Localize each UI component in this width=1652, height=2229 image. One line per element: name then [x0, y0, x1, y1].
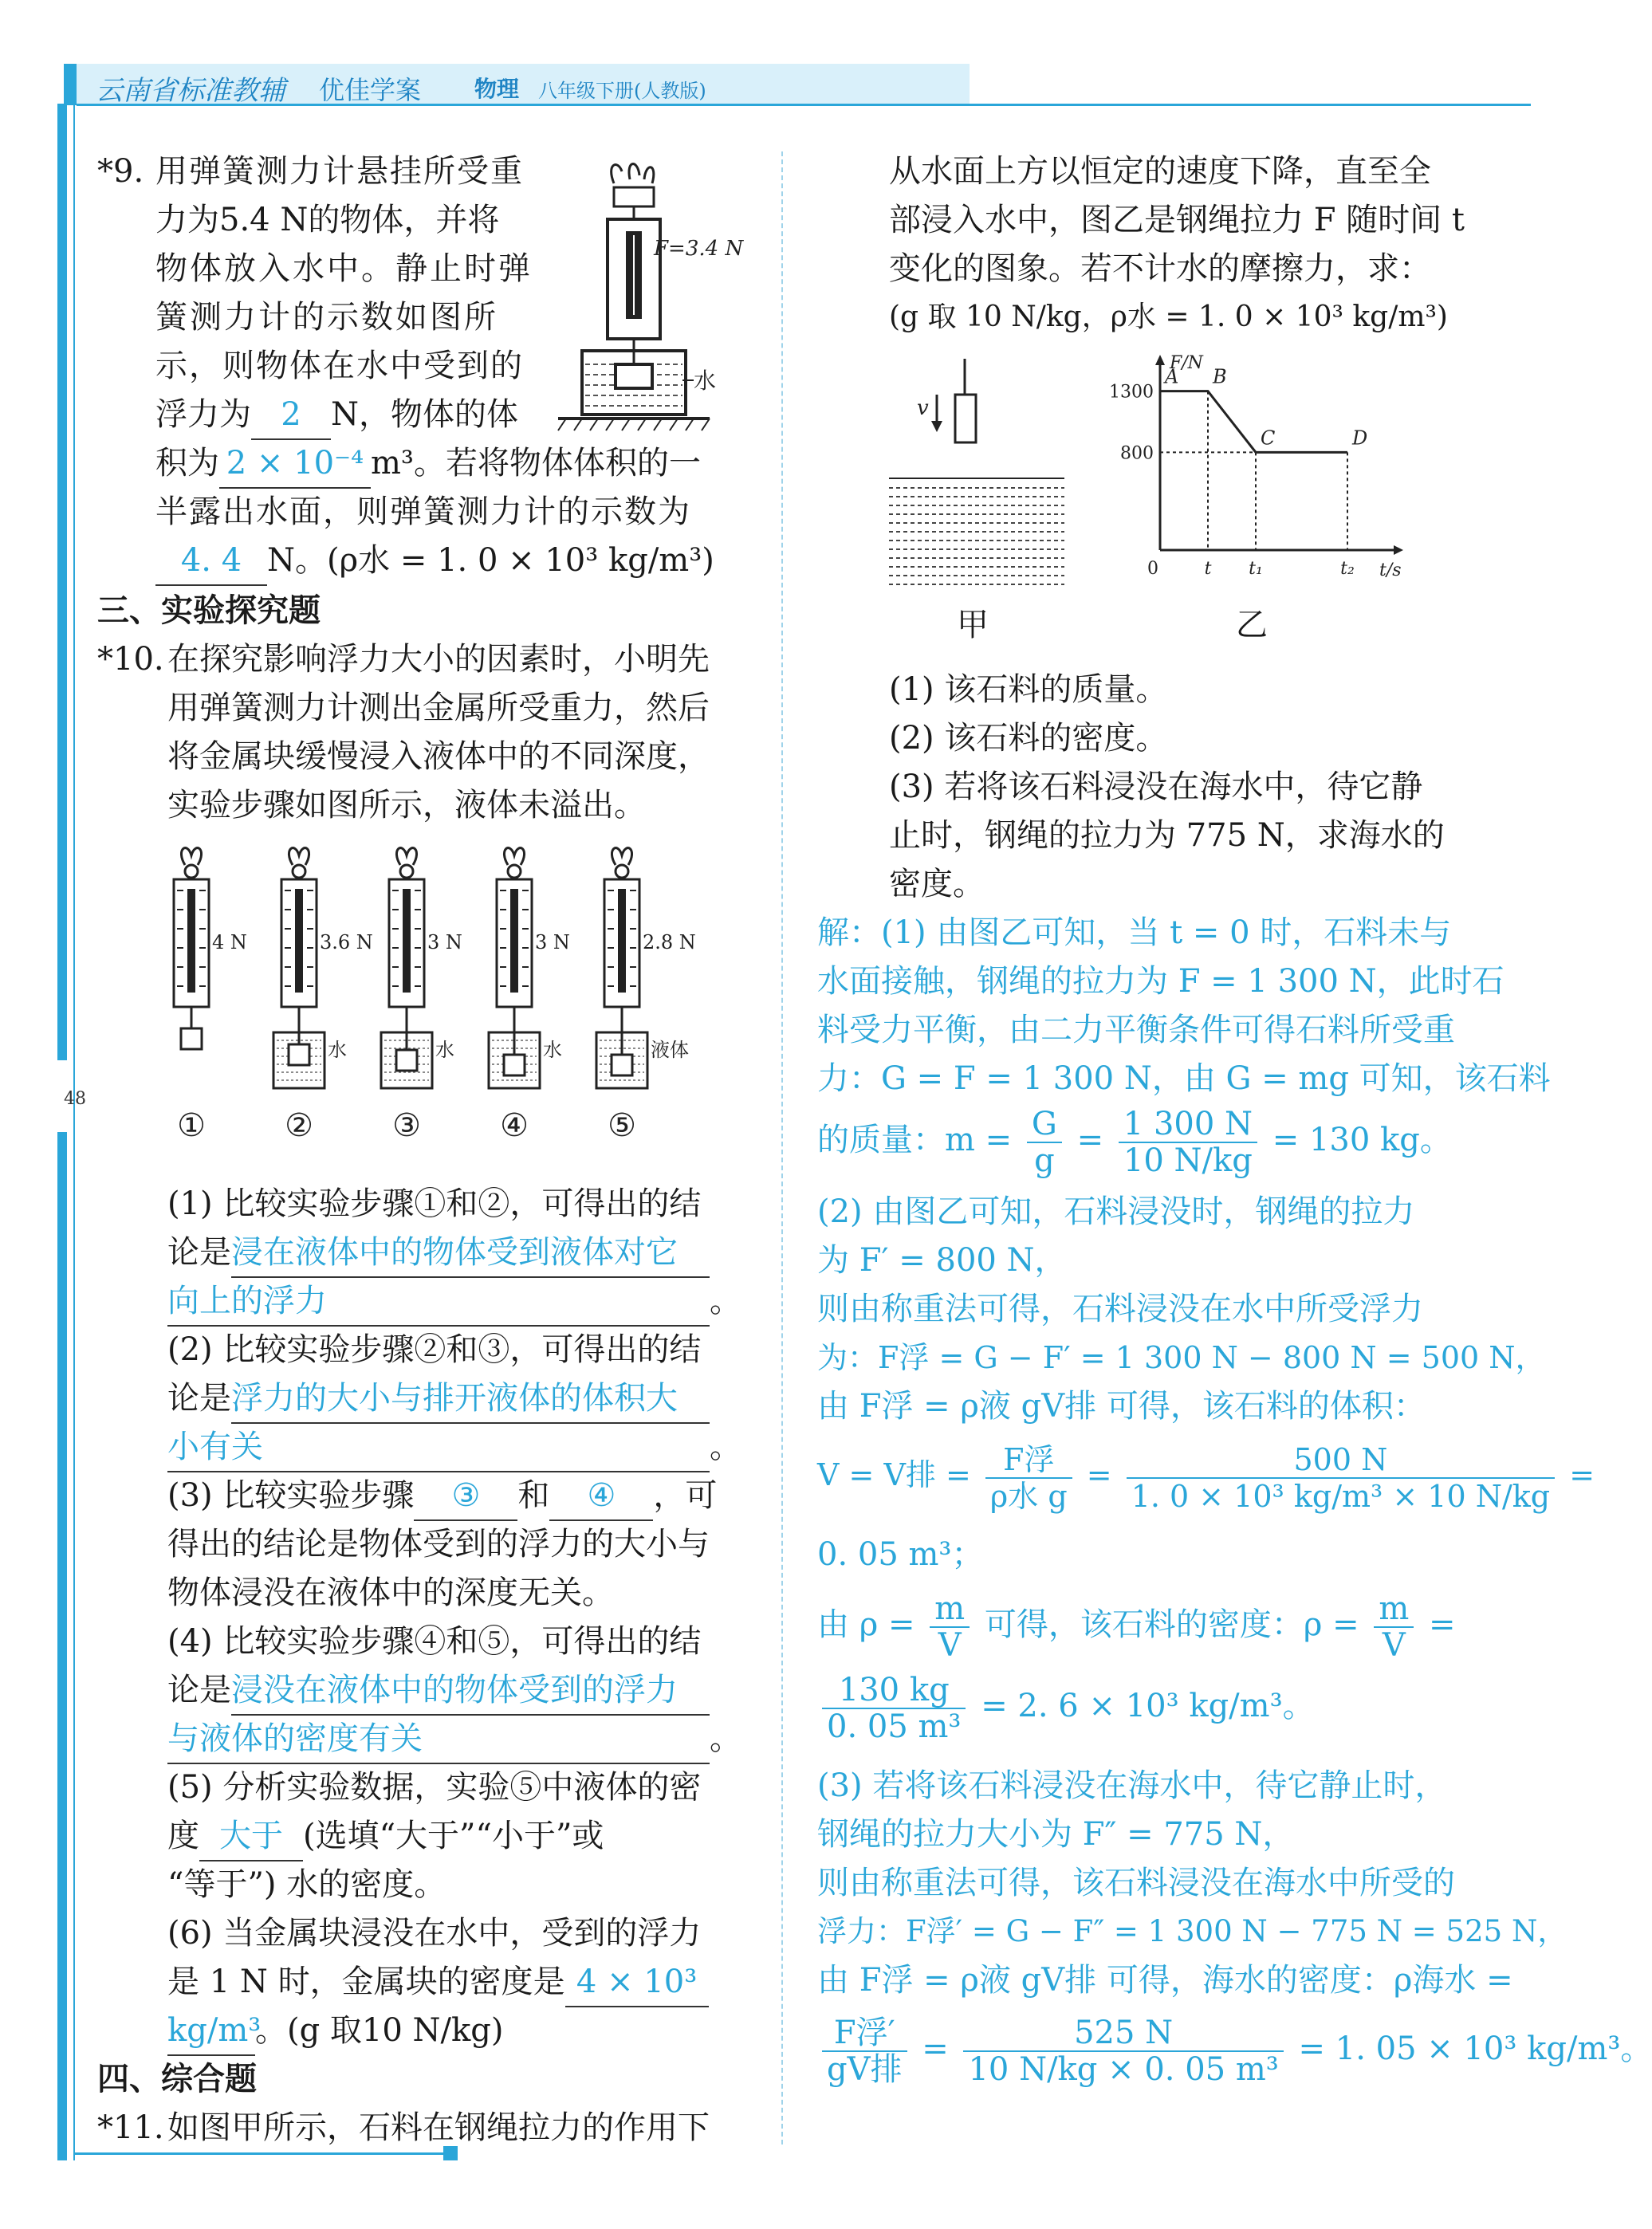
numerator: G: [1027, 1107, 1062, 1143]
q10-text: 度: [167, 1818, 199, 1854]
step-label: ③: [392, 1107, 421, 1144]
q10-text: (选填“大于”“小于”或: [303, 1818, 604, 1854]
fraction: [822, 1673, 966, 1744]
solution-line: 则由称重法可得，该石料浸没在海水中所受的: [817, 1865, 1455, 1901]
solution-text: =: [1076, 1122, 1104, 1158]
force-line: [1160, 391, 1347, 453]
fraction: [1374, 1591, 1414, 1663]
metal-block: [612, 1055, 632, 1075]
metal-block: [504, 1055, 525, 1075]
solution-text: V = V排 =: [817, 1457, 971, 1492]
solution-line: 为：F浮 = G − F′ = 1 300 N − 800 N = 500 N，: [817, 1340, 1546, 1375]
denominator: ρ水 g: [989, 1478, 1068, 1514]
liquid-label: 水: [543, 1039, 562, 1061]
scale-ring: [185, 865, 198, 878]
q10-answer-2a: 浮力的大小与排开液体的体积大: [231, 1374, 710, 1424]
header-rule: [77, 104, 1531, 106]
denominator: 1. 0 × 10³ kg/m³ × 10 N/kg: [1131, 1478, 1551, 1514]
solution-text: 由 ρ =: [817, 1606, 915, 1643]
fraction: [985, 1442, 1072, 1514]
metal-block: [181, 1028, 202, 1049]
numerator: F浮′: [822, 2015, 907, 2052]
step-label: ⑤: [608, 1107, 636, 1144]
q9-answer-buoyancy: 2: [251, 391, 331, 440]
solution-line: 料受力平衡，由二力平衡条件可得石料所受重: [817, 1012, 1455, 1048]
q9-text: 积为: [155, 445, 219, 482]
q9-text: N，物体的体: [331, 396, 518, 433]
fraction: [1027, 1107, 1062, 1178]
scale-ring: [508, 865, 521, 878]
hand-icon: [181, 848, 201, 865]
q10-answer-1b: 向上的浮力: [167, 1277, 710, 1327]
q10-answer-5: 大于: [199, 1812, 303, 1861]
q10-p3: 得出的结论是物体受到的浮力的大小与: [167, 1526, 710, 1563]
q10-p4-line2: [167, 1666, 710, 1716]
q10-line: 在探究影响浮力大小的因素时，小明先: [167, 641, 710, 678]
column-divider: [781, 151, 783, 2144]
q10-line: 将金属块缓慢浸入液体中的不同深度，: [167, 738, 710, 775]
denominator: 10 N/kg: [1123, 1142, 1253, 1179]
q10-answer-3b: ④: [549, 1472, 653, 1521]
y-axis-arrow: [1155, 355, 1165, 365]
header-accent: [64, 64, 77, 105]
solution-line: 解：(1) 由图乙可知，当 t = 0 时，石料未与: [817, 914, 1452, 951]
denominator: 0. 05 m³: [827, 1708, 962, 1745]
q9-line-9: [155, 537, 714, 586]
velocity-label: v: [917, 396, 929, 420]
q11-fig-yi-label: 乙: [1236, 607, 1268, 643]
point-label: B: [1213, 365, 1227, 388]
q11-sub3: (3) 若将该石料浸没在海水中，待它静: [889, 769, 1423, 805]
y-tick-label: 800: [1120, 443, 1154, 464]
q9-line: 示，则物体在水中受到的: [155, 348, 524, 384]
q9-answer-reading: 4. 4: [155, 537, 267, 586]
scale-reading: 3 N: [427, 931, 462, 953]
solution-line: 0. 05 m³；: [817, 1536, 984, 1573]
solution-text: =: [1569, 1457, 1595, 1492]
q9-answer-volume: 2 × 10⁻⁴: [219, 439, 371, 489]
metal-block: [396, 1050, 417, 1071]
step-label: ④: [500, 1107, 529, 1144]
q10-p2-line3: [167, 1423, 741, 1472]
q10-answer-4b: 与液体的密度有关: [167, 1715, 710, 1764]
solution-line: 为 F′ = 800 N，: [817, 1242, 1067, 1279]
left-margin-thin: [73, 104, 75, 2160]
q9-line: 簧测力计的示数如图所: [155, 299, 498, 336]
q10-figure: [159, 841, 757, 1160]
scale-ring: [616, 865, 628, 878]
hand-icon: [612, 164, 654, 183]
denominator: 10 N/kg × 0. 05 m³: [968, 2051, 1279, 2088]
numerator: F浮: [985, 1442, 1072, 1479]
scale-ring: [293, 865, 305, 878]
point-label: D: [1352, 427, 1368, 450]
point-label: A: [1165, 365, 1179, 388]
scale-reading: 3.6 N: [320, 931, 373, 953]
q10-p4-line3: [167, 1715, 741, 1764]
q11-sub3: 密度。: [889, 866, 985, 902]
solution-line: 钢绳的拉力大小为 F″ = 775 N，: [817, 1816, 1295, 1853]
q10-answer-6b: kg/m³: [167, 2007, 255, 2056]
fraction: [1119, 1107, 1257, 1178]
solution-line: 水面接触，钢绳的拉力为 F = 1 300 N，此时石: [817, 963, 1504, 1000]
page-number: 48: [64, 1089, 86, 1109]
solution-line: 由 F浮 = ρ液 gV排 可得，该石料的体积：: [817, 1388, 1426, 1425]
solution-volume-line: [817, 1435, 1595, 1515]
q10-p4: (4) 比较实验步骤④和⑤，可得出的结: [167, 1623, 702, 1660]
section-3-heading: 三、实验探究题: [97, 592, 321, 629]
solution-line: 力：G = F = 1 300 N，由 G = mg 可知，该石料: [817, 1060, 1551, 1097]
solution-text: = 2. 6 × 10³ kg/m³。: [981, 1688, 1315, 1724]
solution-text: 的质量：m =: [817, 1122, 1013, 1158]
y-axis-label: F/N: [1170, 353, 1203, 373]
solution-line: 浮力：F浮′ = G − F″ = 1 300 N − 775 N = 525 N，: [817, 1914, 1567, 1948]
q11-chart: [1100, 351, 1403, 582]
numerator: 130 kg: [822, 1673, 966, 1709]
q11-line: 变化的图象。若不计水的摩擦力，求：: [889, 250, 1431, 287]
hand-icon: [396, 848, 416, 865]
scale-reading: 2.8 N: [643, 931, 696, 953]
q11-line: 部浸入水中，图乙是钢绳拉力 F 随时间 t: [889, 202, 1465, 238]
q10-text: 论是: [167, 1234, 231, 1271]
q9-line: 用弹簧测力计悬挂所受重: [155, 153, 524, 190]
numerator: 500 N: [1127, 1442, 1555, 1479]
q10-answer-2b: 小有关: [167, 1423, 710, 1472]
scale-ring: [400, 865, 413, 878]
solution-text: = 1. 05 × 10³ kg/m³。: [1298, 2030, 1652, 2067]
numerator: m: [1374, 1591, 1414, 1628]
q10-p5-line2: [167, 1812, 604, 1861]
q11-sub2: (2) 该石料的密度。: [889, 720, 1168, 757]
q9-figure: [550, 155, 744, 442]
q9-text: 浮力为: [155, 396, 251, 433]
solution-mass-line: [817, 1100, 1452, 1180]
step-label: ②: [285, 1107, 313, 1144]
hand-icon: [504, 848, 524, 865]
header-book: 优佳学案: [319, 75, 422, 105]
q10-line: 实验步骤如图所示，液体未溢出。: [167, 787, 646, 824]
scale-spring: [618, 889, 626, 993]
x-axis-arrow: [1394, 545, 1403, 555]
hand-icon: [612, 848, 631, 865]
q10-p1-line2: [167, 1229, 710, 1278]
q9-line: 物体放入水中。静止时弹: [155, 250, 533, 287]
q9-force-label: F=3.4 N: [654, 237, 744, 261]
q10-answer-1a: 浸在液体中的物体受到液体对它: [231, 1229, 710, 1278]
q10-p5: “等于”) 水的密度。: [167, 1866, 446, 1903]
q11-line: (g 取 10 N/kg，ρ水 = 1. 0 × 10³ kg/m³): [889, 301, 1448, 333]
liquid-label: 液体: [651, 1039, 689, 1061]
solution-text: = 130 kg。: [1272, 1122, 1452, 1158]
q10-number: *10.: [97, 641, 164, 678]
q10-text: 论是: [167, 1672, 231, 1708]
solution-text: =: [1428, 1606, 1456, 1643]
solution-line: (3) 若将该石料浸没在海水中，待它静止时，: [817, 1767, 1447, 1804]
scale-spring: [295, 889, 303, 993]
q10-answer-6a: 4 × 10³: [565, 1958, 709, 2007]
solution-density-line: [817, 1585, 1455, 1665]
q10-text: 。(g 取10 N/kg): [255, 2012, 504, 2049]
solution-text: =: [1086, 1457, 1112, 1492]
denominator: g: [1034, 1142, 1055, 1179]
y-tick-label: 1300: [1109, 382, 1154, 403]
q9-number: *9.: [97, 153, 144, 190]
liquid-label: 水: [435, 1039, 454, 1061]
q10-p6-line2: [167, 1958, 709, 2007]
step-label: ①: [177, 1107, 206, 1144]
solution-text: =: [922, 2030, 949, 2067]
scale-spring: [403, 889, 411, 993]
section-4-heading: 四、综合题: [97, 2061, 257, 2097]
q9-line-7: [155, 439, 701, 489]
fraction: [822, 2015, 907, 2087]
solution-seawater-line: [817, 2009, 1652, 2089]
q10-text: (3) 比较实验步骤: [167, 1477, 415, 1514]
point-label: C: [1261, 427, 1276, 450]
q10-answer-4a: 浸没在液体中的物体受到的浮力: [231, 1666, 710, 1716]
q10-text: 论是: [167, 1380, 231, 1417]
q10-p3: 物体浸没在液体中的深度无关。: [167, 1574, 614, 1611]
q10-p5: (5) 分析实验数据，实验⑤中液体的密: [167, 1769, 702, 1806]
x-tick-label: t₂: [1340, 559, 1355, 579]
metal-block: [289, 1044, 309, 1065]
metal-block: [616, 364, 652, 388]
q10-p6-line3: [167, 2007, 503, 2056]
q11-figure-jia: [885, 351, 1076, 606]
q10-text: 是 1 N 时，金属块的密度是: [167, 1964, 565, 2000]
x-tick-label: t₁: [1249, 559, 1263, 579]
solution-line: 由 F浮 = ρ液 gV排 可得，海水的密度：ρ海水 =: [817, 1962, 1513, 1999]
header-subject: 物理: [474, 76, 520, 102]
q11-line: 从水面上方以恒定的速度下降，直至全: [889, 153, 1431, 190]
q11-sub3: 止时，钢绳的拉力为 775 N，求海水的: [889, 817, 1445, 854]
solution-line: 则由称重法可得，石料浸没在水中所受浮力: [817, 1291, 1423, 1327]
q10-text: 。: [710, 1429, 741, 1465]
header-band: [56, 64, 1531, 110]
scale-reading: 4 N: [212, 931, 247, 953]
stone-block: [955, 395, 976, 442]
numerator: 1 300 N: [1119, 1107, 1257, 1143]
q9-line-6: [155, 391, 518, 440]
hand-icon: [289, 848, 309, 865]
denominator: V: [1382, 1627, 1406, 1664]
q10-p1-line3: [167, 1277, 741, 1327]
numerator: m: [930, 1591, 970, 1628]
fraction: [1127, 1442, 1555, 1514]
q11-number: *11.: [97, 2109, 164, 2146]
solution-density-result: [817, 1666, 1315, 1746]
scale-spring: [187, 889, 195, 993]
header-series: 云南省标准教辅: [96, 75, 285, 107]
x-tick-label: t: [1204, 559, 1212, 579]
scale-spring: [510, 889, 518, 993]
solution-text: 可得，该石料的密度：ρ =: [984, 1606, 1359, 1643]
q9-water-label: 水: [694, 368, 717, 394]
q9-line: 半露出水面，则弹簧测力计的示数为: [155, 493, 691, 530]
q10-text: 。: [710, 1720, 741, 1757]
q10-p3-line1: [167, 1472, 717, 1521]
q10-p2-line2: [167, 1374, 710, 1424]
fraction: [963, 2015, 1283, 2087]
q10-text: 和: [517, 1477, 550, 1514]
fraction: [930, 1591, 970, 1663]
q10-p1: (1) 比较实验步骤①和②，可得出的结: [167, 1185, 702, 1222]
q9-line: 力为5.4 N的物体，并将: [155, 202, 500, 238]
liquid-label: 水: [328, 1039, 347, 1061]
denominator: V: [938, 1627, 962, 1664]
q10-text: ，可: [653, 1477, 718, 1514]
q9-text: N。(ρ水 = 1. 0 × 10³ kg/m³): [267, 542, 714, 579]
q11-fig-jia-label: 甲: [957, 607, 989, 643]
origin-label: 0: [1147, 559, 1158, 579]
q10-text: 。: [710, 1283, 741, 1319]
bottom-rule: [73, 2152, 456, 2155]
x-axis-label: t/s: [1379, 560, 1402, 580]
q11-sub1: (1) 该石料的质量。: [889, 671, 1168, 708]
left-margin-bar-top: [57, 104, 67, 1060]
solution-line: (2) 由图乙可知，石料浸没时，钢绳的拉力: [817, 1193, 1415, 1230]
q11-line: 如图甲所示，石料在钢绳拉力的作用下: [167, 2109, 710, 2146]
q10-p6: (6) 当金属块浸没在水中，受到的浮力: [167, 1915, 702, 1952]
denominator: gV排: [827, 2051, 903, 2088]
q10-p2: (2) 比较实验步骤②和③，可得出的结: [167, 1331, 702, 1368]
q9-text: m³。若将物体体积的一: [371, 445, 701, 482]
q10-line: 用弹簧测力计测出金属所受重力，然后: [167, 690, 710, 726]
header-grade: 八年级下册(人教版): [538, 80, 706, 102]
q10-answer-3a: ③: [414, 1472, 517, 1521]
left-margin-bar-bottom: [57, 1132, 67, 2160]
scale-reading: 3 N: [535, 931, 570, 953]
numerator: 525 N: [963, 2015, 1283, 2052]
